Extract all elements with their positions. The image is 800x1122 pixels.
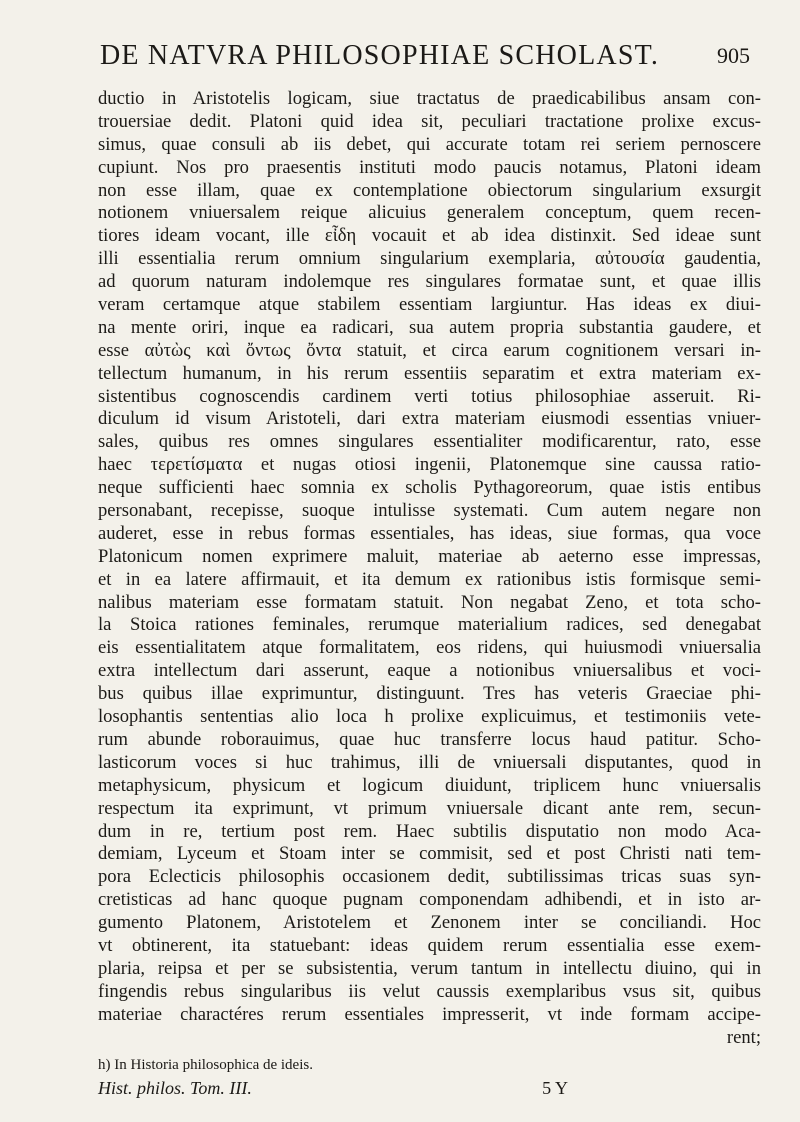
text-line: plaria, reipsa et per se subsistentia, verum tantum in intellectu diuino, qui in (98, 957, 761, 979)
signature-title: Hist. philos. Tom. III. (98, 1078, 252, 1098)
text-line: neque sufficienti haec somnia ex scholis Pythagoreorum, quae istis entibus (98, 477, 761, 499)
text-line: auderet, esse in rebus formas essentiales, has ideas, siue formas, qua voce (98, 522, 761, 544)
text-line: dum in re, tertium post rem. Haec subtilis disputatio non modo Aca- (98, 820, 761, 842)
text-line: metaphysicum, physicum et logicum diuidunt, triplicem hunc vniuersalis (98, 774, 761, 796)
text-line: rum abunde roborauimus, quae huc transferre locus haud patitur. Scho- (98, 728, 761, 750)
footnote: h) In Historia philosophica de ideis. (98, 1057, 313, 1073)
text-line: vt obtinerent, ita statuebant: ideas quidem rerum essentialia esse exem- (98, 934, 761, 956)
text-line: esse αὐτὼς καὶ ὄντως ὄντα statuit, et circa earum cognitionem versari in- (98, 339, 761, 361)
text-line: lasticorum voces si huc trahimus, illi de vniuersali disputantes, quod in (98, 751, 761, 773)
text-line: tiores ideam vocant, ille εἶδη vocauit et ab idea distinxit. Sed ideae sunt (98, 225, 761, 247)
text-line: demiam, Lyceum et Stoam inter se commisit, sed et post Christi nati tem- (98, 843, 761, 865)
running-header (100, 36, 750, 76)
page-number: 905 (717, 43, 750, 68)
text-line: personabant, recepisse, suoque intulisse systemati. Cum autem negare non (98, 500, 761, 522)
text-line: illi essentialia rerum omnium singularium exemplaria, αὐτουσία gaudentia, (98, 248, 761, 270)
footer-signature (98, 1075, 568, 1101)
text-line: la Stoica rationes feminales, rerumque materialium radices, sed denegabat (98, 614, 761, 636)
header-title: DE NATVRA PHILOSOPHIAE SCHOLAST. (100, 40, 660, 71)
text-line: pora Eclecticis philosophis occasionem dedit, subtilissimas tricas suas syn- (98, 866, 761, 888)
text-line: fingendis rebus singularibus iis velut caussis exemplaribus vsus sit, quibus (98, 980, 761, 1002)
text-line: sales, quibus res omnes singulares essentialiter modificarentur, rato, esse (98, 431, 761, 453)
text-line: non esse illam, quae ex contemplatione obiectorum singularium exsurgit (98, 179, 761, 201)
text-line: veram certamque atque stabilem essentiam largiuntur. Has ideas ex diui- (98, 294, 761, 316)
text-line: eis essentialitatem atque formalitatem, eos ridens, qui huiusmodi vniuersalia (98, 637, 761, 659)
text-line: Platonicum nomen exprimere maluit, materiae ab aeterno esse impressas, (98, 545, 761, 567)
text-line: bus quibus illae exprimuntur, distinguunt. Tres has veteris Graeciae phi- (98, 683, 761, 705)
text-line: haec τερετίσματα et nugas otiosi ingenii, Platonemque sine caussa ratio- (98, 454, 761, 476)
text-line: trouersiae dedit. Platoni quid idea sit, peculiari tractatione prolixe excus- (98, 110, 761, 132)
text-line: extra intellectum dari asserunt, eaque a notionibus vniuersalibus et voci- (98, 660, 761, 682)
text-line: notionem vniuersalem reique alicuius generalem conceptum, quem recen- (98, 202, 761, 224)
text-line: gumento Platonem, Aristotelem et Zenonem inter se conciliandi. Hoc (98, 912, 761, 934)
text-line: rent; (726, 1026, 761, 1048)
text-line: nalibus materiam esse formatam statuit. Non negabat Zeno, et tota scho- (98, 591, 761, 613)
text-line: cupiunt. Nos pro praesentis instituti modo paucis notamus, Platoni ideam (98, 156, 761, 178)
text-line: respectum ita exprimunt, vt primum vniuersale dicant ante rem, secun- (98, 797, 761, 819)
text-line: ad quorum naturam indolemque res singulares formatae sunt, et quae illis (98, 271, 761, 293)
text-line: materiae charactéres rerum essentiales impresserit, vt inde formam accipe- (98, 1003, 761, 1025)
text-line: sistentibus cognoscendis cardinem verti totius philosophiae asseruit. Ri- (98, 385, 761, 407)
text-line: losophantis sententias alio loca h prolixe explicuimus, et testimoniis vete- (98, 706, 761, 728)
text-line: na mente oriri, inque ea radicari, sua autem propria substantia gaudere, et (98, 316, 761, 338)
text-line: simus, quae consuli ab iis debet, qui accurate totam rei seriem pernoscere (98, 133, 761, 155)
text-line: ductio in Aristotelis logicam, siue tractatus de praedicabilibus ansam con- (98, 88, 761, 109)
text-line: cretisticas ad hanc quoque pugnam componendam adhibendi, et in isto ar- (98, 889, 761, 911)
text-line: et in ea latere affirmauit, et ita demum ex rationibus istis formisque semi- (98, 568, 761, 590)
text-line: tellectum humanum, in his rerum essentiis separatim et extra materiam ex- (98, 362, 761, 384)
signature-mark: 5 Y (542, 1078, 568, 1098)
body-text (98, 88, 761, 1049)
text-line: diculum id visum Aristoteli, dari extra materiam eiusmodi essentias vniuer- (98, 408, 761, 430)
